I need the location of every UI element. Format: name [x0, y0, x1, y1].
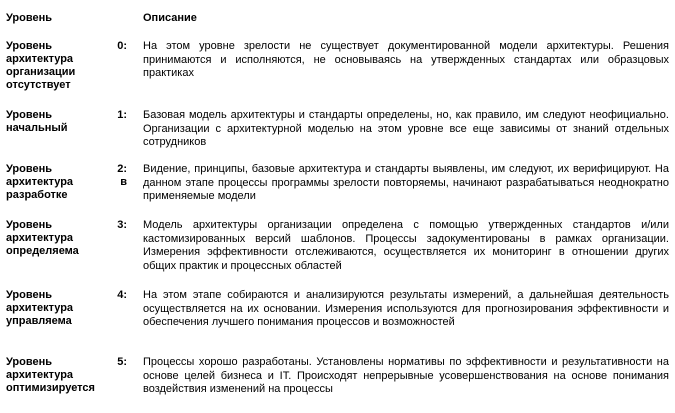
level-name-line: разработке — [6, 189, 68, 201]
level-description: Базовая модель архитектуры и стандарты определены, но, как правило, им следуют неофициально. Организации с архитектурной моделью на этом уровне все еще зависимы от знаний отдельных сотрудников — [143, 109, 669, 148]
level-name-line: Уровень — [6, 40, 53, 52]
level-name-line: оптимизируется — [6, 382, 95, 394]
level-name-line: управляема — [6, 315, 72, 327]
level-number: 1: — [117, 109, 127, 121]
level-name-line: определяема — [6, 245, 79, 257]
level-description: Модель архитектуры организации определена с помощью утвержденных стандартов и/или кастомизированных версий шаблонов. Процессы задокументированы в рамках организации. Измерения эффективности отслеживаются, осуществляется их мониторинг в отношении других общих практик и процессных областей — [143, 219, 669, 272]
level-description: Процессы хорошо разработаны. Установлены нормативы по эффективности и результативности на основе целей бизнеса и IT. Происходят непрерывные усовершенствования на основе понимания воздействия изменений на процессы — [143, 356, 669, 395]
level-description: Видение, принципы, базовые архитектура и стандарты выявлены, им следуют, их верифицируют. На данном этапе процессы программы зрелости повторяемы, начинают разрабатываться неоднократно применяемые модели — [143, 163, 669, 202]
level-number: 4: — [117, 289, 127, 301]
column-header-level: Уровень — [6, 12, 53, 24]
level-name-line: Уровень — [6, 289, 53, 301]
level-name-line: Уровень — [6, 109, 53, 121]
column-header-description: Описание — [143, 12, 197, 24]
level-name-line — [6, 176, 127, 189]
level-name-word: в — [120, 176, 127, 188]
level-name-line: архитектура — [6, 369, 74, 381]
level-name-line: начальный — [6, 122, 68, 134]
level-number: 2: — [117, 163, 127, 175]
level-name-line: отсутствует — [6, 79, 71, 91]
level-name — [6, 289, 106, 328]
level-number: 3: — [117, 219, 127, 231]
level-name-line: архитектура — [6, 302, 74, 314]
level-name — [6, 109, 106, 135]
level-name-line: Уровень — [6, 356, 53, 368]
level-name-line: Уровень — [6, 219, 53, 231]
level-description: На этом этапе собираются и анализируются результаты измерений, а дальнейшая деятельность осуществляется на их основании. Измерения используются для прогнозирования эффективности и обеспечения лучшего понимания процессов и возможностей — [143, 289, 669, 328]
level-description: На этом уровне зрелости не существует документированной модели архитектуры. Решения принимаются и исполняются, не основываясь на утвержденных стандартах или образцовых практиках — [143, 40, 669, 79]
level-name — [6, 356, 106, 395]
level-name-line: организации — [6, 66, 76, 78]
level-number: 0: — [117, 40, 127, 52]
level-name-word: архитектура — [6, 176, 74, 188]
level-number: 5: — [117, 356, 127, 368]
level-name — [6, 163, 127, 202]
level-name — [6, 40, 106, 92]
level-name — [6, 219, 106, 258]
level-name-line: Уровень — [6, 163, 53, 175]
level-name-line: архитектура — [6, 232, 74, 244]
level-name-line: архитектура — [6, 53, 74, 65]
